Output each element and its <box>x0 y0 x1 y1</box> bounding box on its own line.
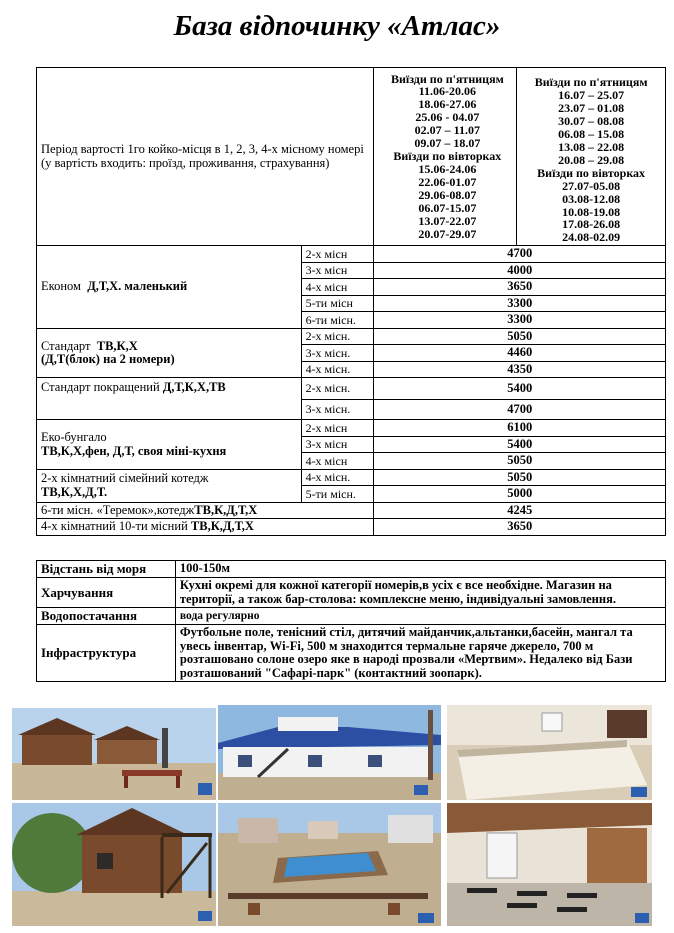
info-value: Футбольне поле, тенісний стіл, дитячий майданчик,альтанки,басейн, мангал та увесь інвентар, Wi-Fi, 500 м знаходится термальне гаряче джерело, 700 м розташовано солоне озеро яке в народі прозвали «Мертвим». Недалеко від Бази розташований "Сафарі-парк" (контактний зоопарк). <box>175 625 665 682</box>
info-row <box>37 608 666 625</box>
date-item: 10.08-19.08 <box>562 204 621 219</box>
fri-title-right: Виїзди по п'ятницям <box>534 75 648 89</box>
price-cell: 5400 <box>374 378 666 400</box>
date-item: 13.07-22.07 <box>418 213 477 228</box>
category-amenities: ТВ,К,Х,фен, Д,Т, своя міні-кухня <box>41 443 227 458</box>
date-item: 23.07 – 01.08 <box>558 100 625 115</box>
info-value: вода регулярно <box>175 608 665 625</box>
room-type: 3-х місн. <box>301 400 374 420</box>
category-cottage <box>37 469 302 502</box>
price-cell: 4350 <box>374 361 666 378</box>
tue-title-left: Виїзди по вівторках <box>393 149 502 164</box>
date-item: 24.08-02.09 <box>562 230 621 245</box>
info-label: Водопостачання <box>37 608 176 625</box>
dates-right <box>517 68 666 246</box>
date-item: 11.06-20.06 <box>418 84 477 99</box>
date-item: 02.07 – 11.07 <box>414 123 481 138</box>
price-cell: 5050 <box>374 328 666 345</box>
date-item: 06.08 – 15.08 <box>558 126 625 141</box>
price-cell: 3300 <box>374 312 666 329</box>
price-cell: 3300 <box>374 295 666 312</box>
date-item: 13.08 – 22.08 <box>558 139 625 154</box>
category-amenities: ТВ,К,Х <box>96 338 138 353</box>
info-row <box>37 578 666 608</box>
date-item: 29.06-08.07 <box>418 188 477 203</box>
date-item: 03.08-12.08 <box>562 191 621 206</box>
table-row <box>37 328 666 345</box>
photo-cabins <box>12 708 216 800</box>
info-label: Інфраструктура <box>37 625 176 682</box>
period-row <box>37 68 666 246</box>
category-name: Економ <box>41 279 81 294</box>
price-cell: 5000 <box>374 486 666 503</box>
date-item: 30.07 – 08.08 <box>558 113 625 128</box>
price-cell: 4700 <box>374 400 666 420</box>
date-item: 27.07-05.08 <box>562 178 621 193</box>
date-item: 25.06 - 04.07 <box>415 110 480 125</box>
price-cell: 4000 <box>374 262 666 279</box>
photo-bedroom <box>447 705 652 800</box>
info-value: Кухні окремі для кожної категорії номерів,в усіх є все необхідне. Магазин на території, а також бар-столова: комплексне меню, індивідуальні замовлення. <box>175 578 665 608</box>
category-eco-bungalow <box>37 420 302 470</box>
room-type: 3-х місн <box>301 436 374 453</box>
date-item: 09.07 – 18.07 <box>414 136 481 151</box>
room-type: 2-х місн <box>301 246 374 263</box>
info-value: 100-150м <box>175 561 665 578</box>
room-type: 2-х місн. <box>301 328 374 345</box>
teremok-label <box>37 502 374 519</box>
photo-dining-hall <box>447 803 652 926</box>
price-cell: 4460 <box>374 345 666 362</box>
fri-title-left: Виїзди по п'ятницям <box>390 71 504 86</box>
date-item: 18.06-27.06 <box>418 97 477 112</box>
date-item: 06.07-15.07 <box>418 201 477 216</box>
category-amenities: ТВ,К,Х,Д,Т. <box>41 484 108 499</box>
photo-pool <box>218 803 441 926</box>
table-row <box>37 519 666 536</box>
category-standard <box>37 328 302 378</box>
category-name: Стандарт <box>41 338 91 353</box>
category-name: Еко-бунгало <box>41 430 107 445</box>
ten-bed-label <box>37 519 374 536</box>
price-cell: 4700 <box>374 246 666 263</box>
info-row <box>37 625 666 682</box>
price-cell: 5400 <box>374 436 666 453</box>
info-row <box>37 561 666 578</box>
table-row <box>37 246 666 263</box>
category-name: 2-х кімнатний сімейний котедж <box>41 471 209 486</box>
room-type: 3-х місн <box>301 262 374 279</box>
photo-wooden-house <box>12 803 216 926</box>
room-type: 4-х місн <box>301 453 374 470</box>
table-row <box>37 469 666 486</box>
room-type: 4-х місн. <box>301 469 374 486</box>
page-title: База відпочинку «Атлас» <box>173 10 501 42</box>
price-cell: 3650 <box>374 279 666 296</box>
date-item: 20.07-29.07 <box>418 226 477 241</box>
category-econom <box>37 246 302 329</box>
price-cell: 5050 <box>374 453 666 470</box>
price-cell: 4245 <box>374 502 666 519</box>
price-cell: 5050 <box>374 469 666 486</box>
date-item: 20.08 – 29.08 <box>558 152 625 167</box>
category-name: 4-х кімнатний 10-ти місний <box>41 519 188 534</box>
photo-blue-roof-house <box>218 705 441 800</box>
table-row <box>37 378 666 400</box>
room-type: 5-ти місн <box>301 295 374 312</box>
category-amenities: ТВ,К,Д,Т,Х <box>194 502 258 517</box>
date-item: 15.06-24.06 <box>418 162 477 177</box>
tue-title-right: Виїзди по вівторках <box>537 165 646 180</box>
category-name: Стандарт покращений <box>41 380 160 395</box>
room-type: 3-х місн. <box>301 345 374 362</box>
category-amenities: Д,Т,К,Х,ТВ <box>162 380 226 395</box>
room-type: 4-х місн. <box>301 361 374 378</box>
category-note: (Д,Т(блок) на 2 номери) <box>41 352 175 367</box>
price-cell: 6100 <box>374 420 666 437</box>
date-item: 17.08-26.08 <box>562 217 621 232</box>
price-table <box>36 67 666 536</box>
room-type: 2-х місн <box>301 420 374 437</box>
room-type: 4-х місн <box>301 279 374 296</box>
date-item: 22.06-01.07 <box>418 175 477 190</box>
info-table <box>36 560 666 682</box>
category-standard-improved <box>37 378 302 420</box>
info-label: Відстань від моря <box>37 561 176 578</box>
category-name: 6-ти місн. «Теремок»,котедж <box>41 502 195 517</box>
room-type: 5-ти місн. <box>301 486 374 503</box>
period-label: Період вартості 1го койко-місця в 1, 2, 3, 4-х місному номері (у вартість входить: проїзд, проживання, страхування) <box>37 68 374 246</box>
room-type: 2-х місн. <box>301 378 374 400</box>
date-item: 16.07 – 25.07 <box>558 87 625 102</box>
info-label: Харчування <box>37 578 176 608</box>
price-cell: 3650 <box>374 519 666 536</box>
room-type: 6-ти місн. <box>301 312 374 329</box>
table-row <box>37 420 666 437</box>
category-amenities: Д,Т,Х. маленький <box>87 279 188 294</box>
table-row <box>37 502 666 519</box>
category-amenities: ТВ,К,Д,Т,Х <box>190 519 254 534</box>
dates-left <box>374 68 517 246</box>
